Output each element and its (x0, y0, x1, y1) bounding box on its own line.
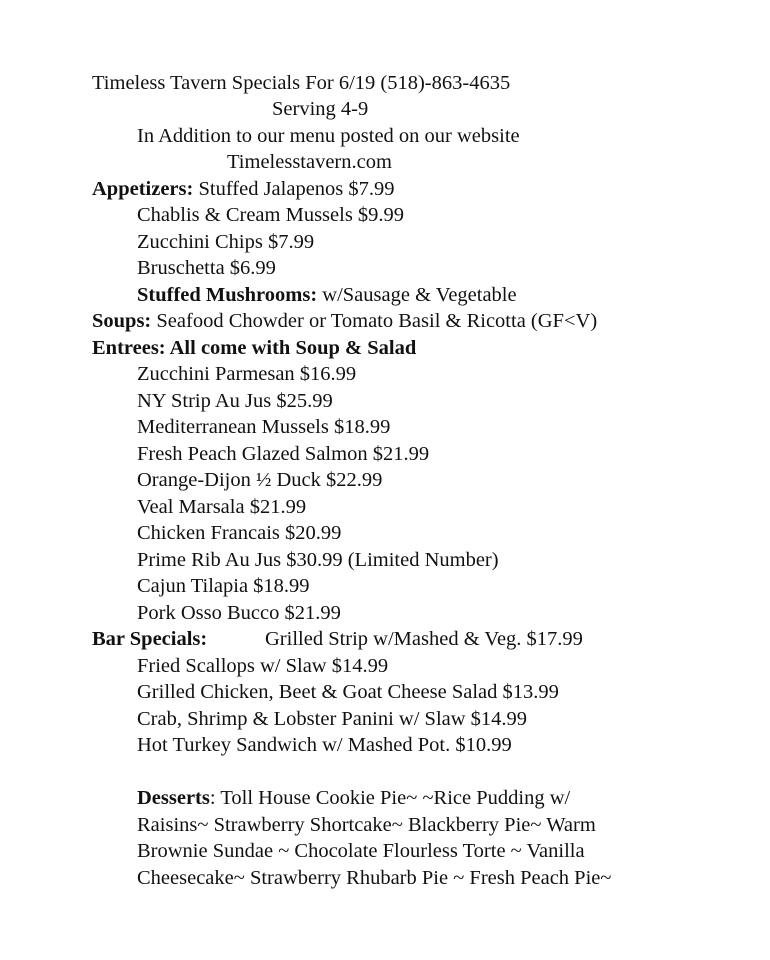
website: Timelesstavern.com (227, 151, 392, 173)
bar-specials-label: Bar Specials: (92, 628, 208, 650)
entrees-heading: Entrees: All come with Soup & Salad (92, 337, 417, 359)
soups-text: Seafood Chowder or Tomato Basil & Ricotta (GF<V) (156, 310, 598, 332)
bar-special-item: Crab, Shrimp & Lobster Panini w/ Slaw $14.99 (137, 708, 528, 730)
entree-item: Mediterranean Mussels $18.99 (137, 416, 391, 438)
soups-row (92, 308, 597, 334)
desserts-text: Brownie Sundae ~ Chocolate Flourless Torte ~ Vanilla (137, 840, 585, 862)
bar-specials-row (92, 626, 207, 652)
entree-item: Zucchini Parmesan $16.99 (137, 363, 357, 385)
desserts-text: Cheesecake~ Strawberry Rhubarb Pie ~ Fresh Peach Pie~ (137, 867, 612, 889)
entree-item: Pork Osso Bucco $21.99 (137, 602, 341, 624)
desserts-text: Raisins~ Strawberry Shortcake~ Blackberry Pie~ Warm (137, 814, 596, 836)
entree-item: Cajun Tilapia $18.99 (137, 575, 310, 597)
bar-special-item: Grilled Chicken, Beet & Goat Cheese Salad $13.99 (137, 681, 559, 703)
header-title: Timeless Tavern Specials For 6/19 (518)-863-4635 (92, 72, 511, 94)
appetizers-label: Appetizers: (92, 178, 194, 200)
bar-special-item: Fried Scallops w/ Slaw $14.99 (137, 655, 389, 677)
desserts-label: Desserts (137, 787, 210, 809)
desserts-row (137, 785, 570, 811)
appetizer-item: Chablis & Cream Mussels $9.99 (137, 204, 405, 226)
bar-special-item: Hot Turkey Sandwich w/ Mashed Pot. $10.99 (137, 734, 512, 756)
appetizer-item: Bruschetta $6.99 (137, 257, 276, 279)
menu-addition-note: In Addition to our menu posted on our website (137, 125, 520, 147)
appetizers-row (92, 176, 395, 202)
stuffed-mushrooms-label: Stuffed Mushrooms: (137, 284, 318, 306)
entree-item: Fresh Peach Glazed Salmon $21.99 (137, 443, 430, 465)
entree-item: Orange-Dijon ½ Duck $22.99 (137, 469, 383, 491)
desserts-text: : Toll House Cookie Pie~ ~Rice Pudding w/ (209, 787, 571, 809)
appetizer-item: Stuffed Jalapenos $7.99 (198, 178, 395, 200)
bar-special-item: Grilled Strip w/Mashed & Veg. $17.99 (265, 628, 583, 650)
serving-hours: Serving 4-9 (272, 98, 369, 120)
appetizer-item: Zucchini Chips $7.99 (137, 231, 315, 253)
entree-item: Prime Rib Au Jus $30.99 (Limited Number) (137, 549, 499, 571)
stuffed-mushrooms-text: w/Sausage & Vegetable (322, 284, 517, 306)
entree-item: Veal Marsala $21.99 (137, 496, 307, 518)
entree-item: NY Strip Au Jus $25.99 (137, 390, 333, 412)
stuffed-mushrooms-row (137, 282, 517, 308)
entree-item: Chicken Francais $20.99 (137, 522, 342, 544)
soups-label: Soups: (92, 310, 152, 332)
